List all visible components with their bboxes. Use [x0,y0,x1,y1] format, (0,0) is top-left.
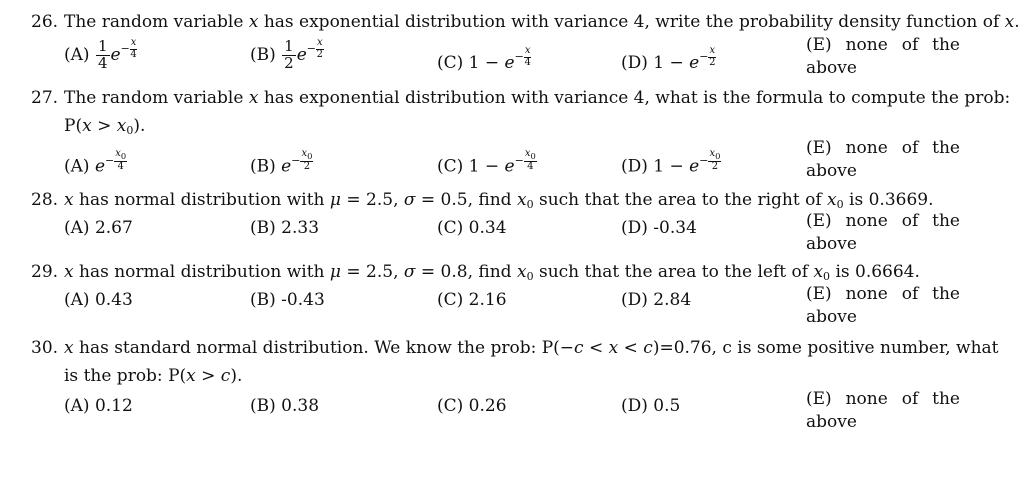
question-stem-cont: is the prob: P(x > c). [64,366,243,386]
question-stem-cont: $P(x > x_0)$. [64,116,146,137]
option-d[interactable]: (D) $1 - e^{- \frac{x}{2}}$ [621,45,716,73]
option-d[interactable]: (D) $1 - e^{- \frac{x_0}{2}}$ [621,148,721,177]
option-d[interactable]: (D) 0.5 [621,396,681,416]
option-a[interactable]: (A) $e^{- \frac{x_0}{4}}$ [64,148,127,177]
option-e[interactable]: (E) none of the above [806,284,960,327]
question-number: 27. [31,88,59,108]
option-b[interactable]: (B) 2.33 [250,218,320,238]
option-d[interactable]: (D) 2.84 [621,290,692,310]
option-e[interactable]: (E) none of the above [806,35,960,78]
option-a[interactable]: (A) $\frac{1}{4}$ $e^{- \frac{x}{4}}$ [64,37,137,72]
option-e[interactable]: (E) none of the above [806,389,960,432]
question-number: 30. [31,338,59,358]
question-stem: x has normal distribution with μ = 2.5, σ = 0.5, find $x_0$ such that the area to the right of $x_0$ is 0.3669. [64,190,934,211]
option-b[interactable]: (B) -0.43 [250,290,325,310]
option-b[interactable]: (B) 0.38 [250,396,320,416]
question-number: 28. [31,190,59,210]
option-c[interactable]: (C) 0.26 [437,396,507,416]
option-c[interactable]: (C) $1 - e^{- \frac{x_0}{4}}$ [437,148,536,177]
option-c[interactable]: (C) 2.16 [437,290,507,310]
option-d[interactable]: (D) -0.34 [621,218,697,238]
question-stem: x has normal distribution with μ = 2.5, σ = 0.8, find $x_0$ such that the area to the left of $x_0$ is 0.6664. [64,262,920,283]
option-b[interactable]: (B) $e^{- \frac{x_0}{2}}$ [250,148,313,177]
option-c[interactable]: (C) $1 - e^{- \frac{x}{4}}$ [437,45,531,73]
question-number: 29. [31,262,59,282]
option-e[interactable]: (E) none of the above [806,138,960,181]
option-a[interactable]: (A) 2.67 [64,218,133,238]
option-c[interactable]: (C) 0.34 [437,218,507,238]
question-number: 26. [31,12,59,32]
option-a[interactable]: (A) 0.12 [64,396,133,416]
question-stem: The random variable x has exponential distribution with variance 4, what is the formula to compute the prob: [64,88,1011,108]
option-a[interactable]: (A) 0.43 [64,290,133,310]
option-b[interactable]: (B) $\frac{1}{2}$ $e^{- \frac{x}{2}}$ [250,37,323,72]
question-stem: The random variable x has exponential distribution with variance 4, write the probability density function of x. [64,12,1020,32]
option-e[interactable]: (E) none of the above [806,211,960,254]
question-stem: x has standard normal distribution. We know the prob: P(−c < x < c)=0.76, c is some positive number, what [64,338,999,358]
